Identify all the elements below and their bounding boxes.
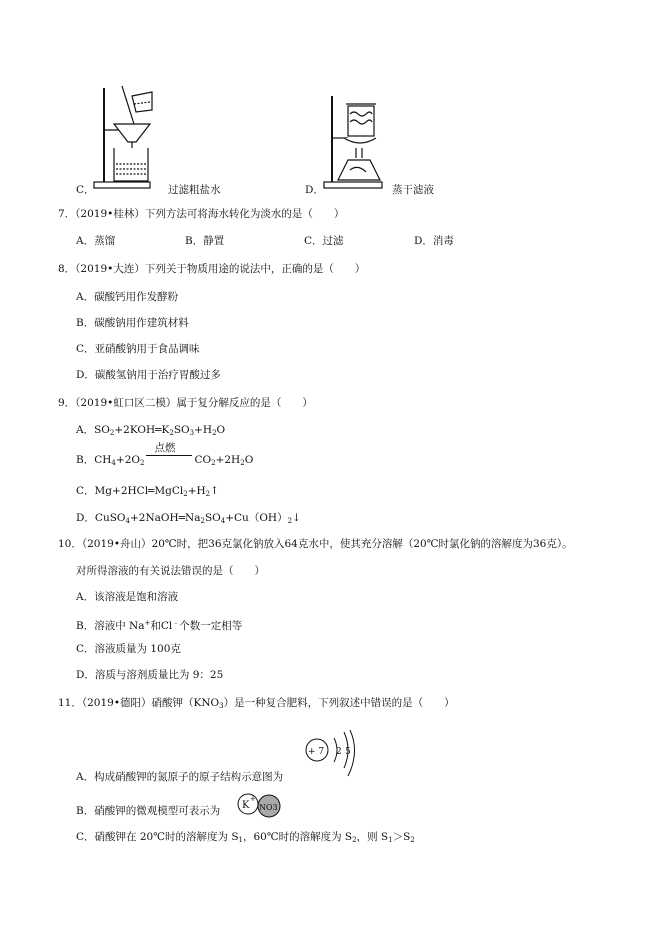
q10-stem-line2: 对所得溶液的有关说法错误的是（ ） bbox=[76, 565, 265, 577]
option-d-caption: 蒸干滤液 bbox=[392, 184, 434, 196]
q10-option-d: D．溶质与溶剂质量比为 9：25 bbox=[76, 669, 224, 681]
q9-option-c: C．$Mg+2HCl═MgCl_2+H_2↑$ bbox=[76, 485, 219, 498]
q10-stem-line1: 10．（2019•舟山）20℃时，把36克氯化钠放入64克水中，使其充分溶解（20℃时氯化钠的溶解度为36克）。 bbox=[58, 538, 573, 550]
condition-label: 点燃 bbox=[154, 442, 176, 454]
shell1-electrons: 2 bbox=[336, 747, 342, 757]
q10-option-a: A．该溶液是饱和溶液 bbox=[76, 591, 179, 603]
stand-base bbox=[324, 182, 382, 188]
q8-option-b: B．碳酸钠用作建筑材料 bbox=[76, 317, 189, 329]
q11-stem: 11．（2019•德阳）硝酸钾$(KNO_3)$是一种复合肥料，下列叙述中错误的是（ ） bbox=[58, 697, 455, 710]
nucleus-charge: + 7 bbox=[308, 747, 325, 757]
q7-option-b: B．静置 bbox=[185, 235, 225, 247]
glass-rod bbox=[122, 86, 134, 124]
k-ion-label: K bbox=[242, 800, 250, 811]
reaction-condition bbox=[144, 442, 194, 467]
q11-option-b: B．硝酸钾的微观模型可表示为 bbox=[76, 805, 221, 817]
option-c-label: C． bbox=[76, 184, 95, 196]
potassium-nitrate-micro-model bbox=[236, 792, 286, 818]
q8-option-d: D．碳酸氢钠用于治疗胃酸过多 bbox=[76, 369, 221, 381]
stand-base bbox=[94, 182, 150, 188]
reaction-bar bbox=[146, 455, 192, 456]
q7-stem: 7．（2019•桂林）下列方法可将海水转化为淡水的是（ ） bbox=[58, 208, 345, 220]
alcohol-lamp bbox=[338, 160, 380, 180]
evaporation-apparatus-figure bbox=[322, 94, 384, 192]
q8-option-c: C．亚硝酸钠用于食品调味 bbox=[76, 343, 200, 355]
q8-option-a: A．碳酸钙用作发酵粉 bbox=[76, 291, 179, 303]
nitrate-ion-label: NO3 bbox=[259, 803, 278, 812]
funnel bbox=[114, 124, 150, 142]
q9-stem: 9．（2019•虹口区二模）属于复分解反应的是（ ） bbox=[58, 397, 313, 409]
evaporating-dish bbox=[344, 138, 376, 143]
q9-option-b: B．$CH_4+2O_2$ 点燃 $CO_2+2H_2O$ bbox=[76, 442, 254, 467]
q10-option-c: C．溶液质量为 100克 bbox=[76, 643, 181, 655]
option-d-label: D． bbox=[305, 184, 324, 196]
q11-option-a: A．构成硝酸钾的氮原子的原子结构示意图为 bbox=[76, 771, 284, 783]
q9-option-d: D．$CuSO_4+2NaOH═Na_2SO_4+Cu(OH)_2↓$ bbox=[76, 512, 301, 525]
q10-option-b: B．溶液中 Na+和Cl﹣个数一定相等 bbox=[76, 619, 243, 632]
q7-option-a: A．蒸馏 bbox=[76, 235, 116, 247]
filtration-apparatus-figure bbox=[92, 84, 154, 192]
k-ion-charge: + bbox=[250, 795, 256, 803]
q7-option-c: C．过滤 bbox=[304, 235, 344, 247]
q8-stem: 8．（2019•大连）下列关于物质用途的说法中，正确的是（ ） bbox=[58, 263, 366, 275]
q9-option-a: A．$SO_2+2KOH═K_2SO_3+H_2O$ bbox=[76, 424, 226, 437]
q7-options bbox=[76, 234, 476, 248]
nitrogen-atom-structure-diagram bbox=[300, 730, 360, 778]
option-c-caption: 过滤粗盐水 bbox=[168, 184, 221, 196]
q7-option-d: D．消毒 bbox=[414, 235, 454, 247]
shell2-electrons: 5 bbox=[345, 747, 351, 757]
q11-option-c: C．硝酸钾在 20℃时的溶解度为 $S_1$，60℃时的溶解度为 $S_2$，则 $S_1>S_2$ bbox=[76, 831, 415, 844]
